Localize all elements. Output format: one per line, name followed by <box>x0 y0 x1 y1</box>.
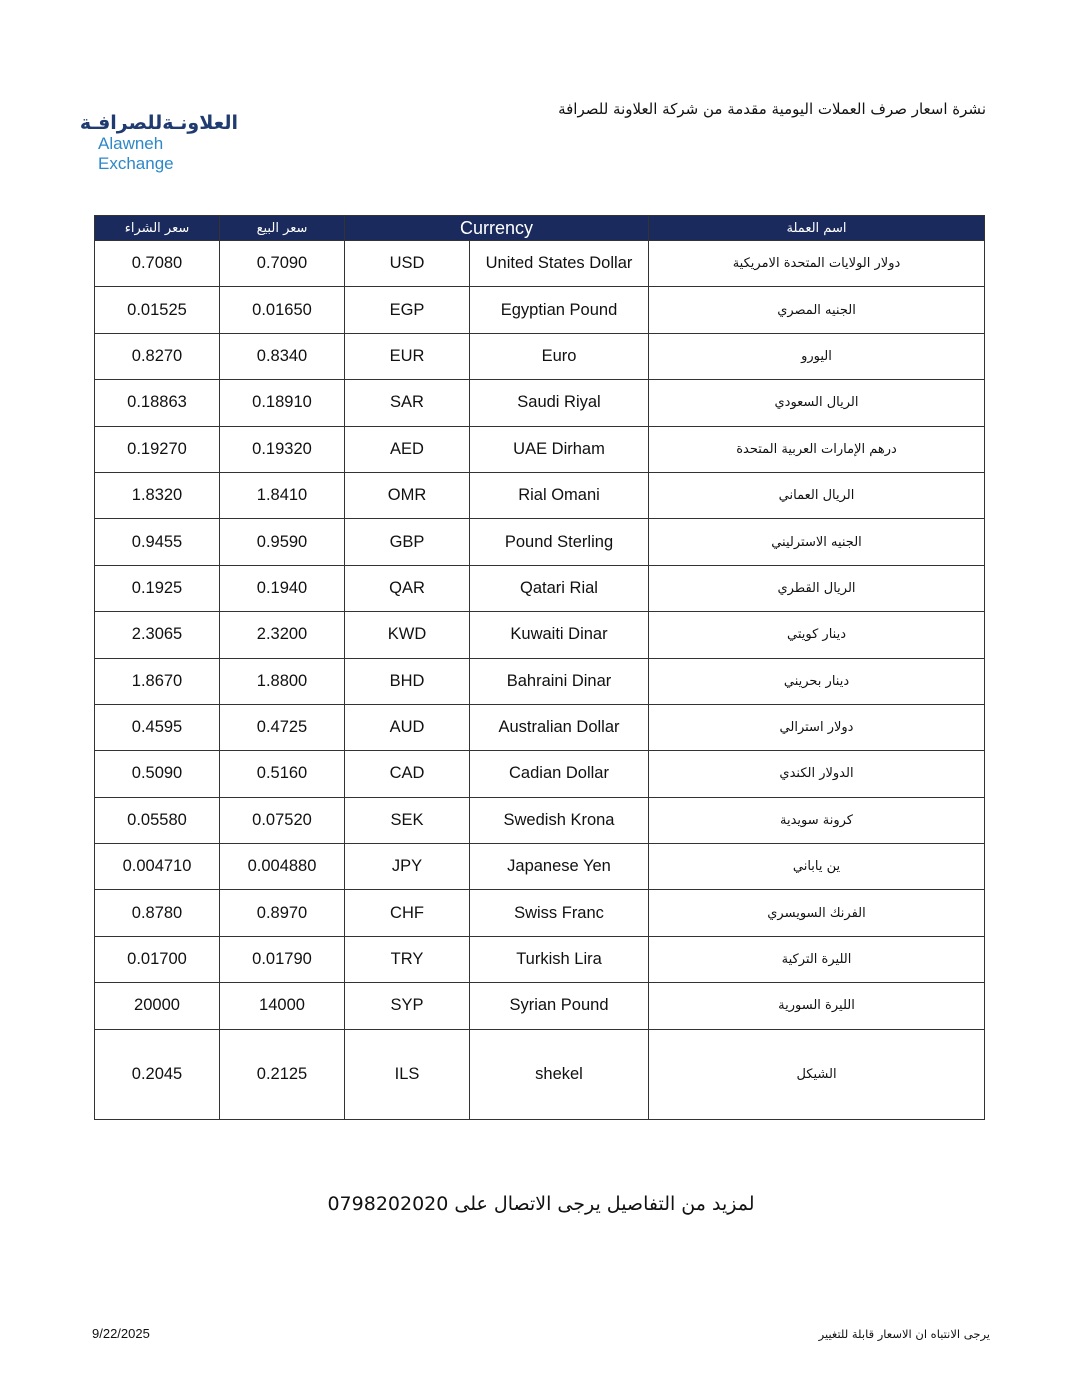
buy-price-cell: 0.8270 <box>95 333 220 379</box>
currency-name-arabic-cell: الدولار الكندي <box>649 751 985 797</box>
table-row <box>95 844 985 890</box>
sell-price-cell: 0.4725 <box>220 704 345 750</box>
table-row <box>95 380 985 426</box>
currency-name-arabic-cell: دينار بحريني <box>649 658 985 704</box>
buy-price-cell: 0.5090 <box>95 751 220 797</box>
currency-name-english-cell: Australian Dollar <box>470 704 649 750</box>
footer-date: 9/22/2025 <box>92 1326 150 1341</box>
currency-name-arabic-cell: الليرة التركية <box>649 936 985 982</box>
currency-name-english-cell: Swiss Franc <box>470 890 649 936</box>
currency-code-cell: BHD <box>345 658 470 704</box>
sell-price-cell: 0.8970 <box>220 890 345 936</box>
sell-price-cell: 1.8410 <box>220 472 345 518</box>
currency-name-english-cell: Qatari Rial <box>470 565 649 611</box>
exchange-rates-table <box>94 215 985 1120</box>
buy-price-cell: 0.1925 <box>95 565 220 611</box>
table-row <box>95 797 985 843</box>
currency-name-english-cell: Saudi Riyal <box>470 380 649 426</box>
buy-price-cell: 0.01525 <box>95 287 220 333</box>
buy-price-cell: 2.3065 <box>95 612 220 658</box>
sell-price-cell: 0.18910 <box>220 380 345 426</box>
currency-code-cell: USD <box>345 241 470 287</box>
sell-price-cell: 1.8800 <box>220 658 345 704</box>
company-logo <box>79 112 238 174</box>
currency-code-cell: EGP <box>345 287 470 333</box>
currency-name-arabic-cell: الريال السعودي <box>649 380 985 426</box>
currency-code-cell: SYP <box>345 983 470 1029</box>
sell-price-cell: 0.19320 <box>220 426 345 472</box>
currency-name-english-cell: UAE Dirham <box>470 426 649 472</box>
currency-name-english-cell: Cadian Dollar <box>470 751 649 797</box>
table-row <box>95 658 985 704</box>
buy-price-cell: 1.8670 <box>95 658 220 704</box>
currency-name-arabic-cell: درهم الإمارات العربية المتحدة <box>649 426 985 472</box>
sell-price-cell: 0.004880 <box>220 844 345 890</box>
currency-name-english-cell: United States Dollar <box>470 241 649 287</box>
currency-code-cell: OMR <box>345 472 470 518</box>
currency-name-english-cell: Pound Sterling <box>470 519 649 565</box>
currency-name-arabic-cell: ين ياباني <box>649 844 985 890</box>
currency-name-arabic-cell: دينار كويتي <box>649 612 985 658</box>
sell-price-cell: 0.01650 <box>220 287 345 333</box>
buy-price-cell: 0.7080 <box>95 241 220 287</box>
table-row <box>95 704 985 750</box>
currency-code-cell: CHF <box>345 890 470 936</box>
currency-name-arabic-cell: الشيكل <box>649 1029 985 1119</box>
sell-price-cell: 0.01790 <box>220 936 345 982</box>
contact-line: لمزيد من التفاصيل يرجى الاتصال على 0798202020 <box>327 1193 755 1215</box>
currency-name-english-cell: Rial Omani <box>470 472 649 518</box>
currency-name-arabic-cell: كرونة سويدية <box>649 797 985 843</box>
currency-name-english-cell: Egyptian Pound <box>470 287 649 333</box>
currency-name-english-cell: Kuwaiti Dinar <box>470 612 649 658</box>
currency-name-english-cell: Swedish Krona <box>470 797 649 843</box>
table-row <box>95 426 985 472</box>
buy-price-cell: 20000 <box>95 983 220 1029</box>
currency-code-cell: CAD <box>345 751 470 797</box>
rates-body <box>95 241 985 1120</box>
currency-name-arabic-cell: دولار استرالي <box>649 704 985 750</box>
buy-price-cell: 0.004710 <box>95 844 220 890</box>
currency-code-cell: AUD <box>345 704 470 750</box>
table-header-row <box>95 216 985 241</box>
header-currency-name-arabic: اسم العملة <box>649 216 985 241</box>
buy-price-cell: 0.19270 <box>95 426 220 472</box>
header-currency: Currency <box>345 216 649 241</box>
footer-note: يرجى الانتباه ان الاسعار قابلة للتغيير <box>818 1327 990 1341</box>
bulletin-title: نشرة اسعار صرف العملات اليومية مقدمة من شركة العلاونة للصرافة <box>558 100 986 118</box>
currency-name-arabic-cell: الليرة السورية <box>649 983 985 1029</box>
currency-code-cell: SEK <box>345 797 470 843</box>
currency-name-english-cell: Syrian Pound <box>470 983 649 1029</box>
currency-name-english-cell: Euro <box>470 333 649 379</box>
table-row <box>95 612 985 658</box>
table-row <box>95 751 985 797</box>
buy-price-cell: 0.4595 <box>95 704 220 750</box>
currency-code-cell: AED <box>345 426 470 472</box>
sell-price-cell: 0.2125 <box>220 1029 345 1119</box>
buy-price-cell: 0.18863 <box>95 380 220 426</box>
currency-code-cell: JPY <box>345 844 470 890</box>
table-row <box>95 1029 985 1119</box>
sell-price-cell: 0.7090 <box>220 241 345 287</box>
buy-price-cell: 0.2045 <box>95 1029 220 1119</box>
currency-code-cell: ILS <box>345 1029 470 1119</box>
logo-arabic-text: العلاونـةللصرافـة <box>79 112 238 134</box>
header-buy-price: سعر الشراء <box>95 216 220 241</box>
buy-price-cell: 0.8780 <box>95 890 220 936</box>
currency-name-arabic-cell: دولار الولايات المتحدة الامريكية <box>649 241 985 287</box>
table-row <box>95 936 985 982</box>
buy-price-cell: 0.01700 <box>95 936 220 982</box>
currency-code-cell: QAR <box>345 565 470 611</box>
table-row <box>95 565 985 611</box>
sell-price-cell: 0.8340 <box>220 333 345 379</box>
sell-price-cell: 0.07520 <box>220 797 345 843</box>
table-row <box>95 241 985 287</box>
table-row <box>95 472 985 518</box>
buy-price-cell: 1.8320 <box>95 472 220 518</box>
currency-name-english-cell: Bahraini Dinar <box>470 658 649 704</box>
currency-code-cell: KWD <box>345 612 470 658</box>
table-row <box>95 519 985 565</box>
currency-name-arabic-cell: الريال العماني <box>649 472 985 518</box>
sell-price-cell: 2.3200 <box>220 612 345 658</box>
currency-code-cell: EUR <box>345 333 470 379</box>
currency-name-arabic-cell: الريال القطري <box>649 565 985 611</box>
currency-name-arabic-cell: الجنيه المصري <box>649 287 985 333</box>
currency-name-english-cell: Japanese Yen <box>470 844 649 890</box>
sell-price-cell: 0.9590 <box>220 519 345 565</box>
buy-price-cell: 0.9455 <box>95 519 220 565</box>
header-sell-price: سعر البيع <box>220 216 345 241</box>
sell-price-cell: 14000 <box>220 983 345 1029</box>
sell-price-cell: 0.5160 <box>220 751 345 797</box>
currency-name-english-cell: shekel <box>470 1029 649 1119</box>
buy-price-cell: 0.05580 <box>95 797 220 843</box>
currency-name-arabic-cell: الجنيه الاسترليني <box>649 519 985 565</box>
table-row <box>95 983 985 1029</box>
sell-price-cell: 0.1940 <box>220 565 345 611</box>
table-row <box>95 287 985 333</box>
table-row <box>95 333 985 379</box>
currency-name-english-cell: Turkish Lira <box>470 936 649 982</box>
table-row <box>95 890 985 936</box>
logo-english-text: Alawneh Exchange <box>98 134 174 173</box>
currency-name-arabic-cell: الفرنك السويسري <box>649 890 985 936</box>
currency-code-cell: GBP <box>345 519 470 565</box>
currency-code-cell: TRY <box>345 936 470 982</box>
currency-name-arabic-cell: اليورو <box>649 333 985 379</box>
currency-code-cell: SAR <box>345 380 470 426</box>
